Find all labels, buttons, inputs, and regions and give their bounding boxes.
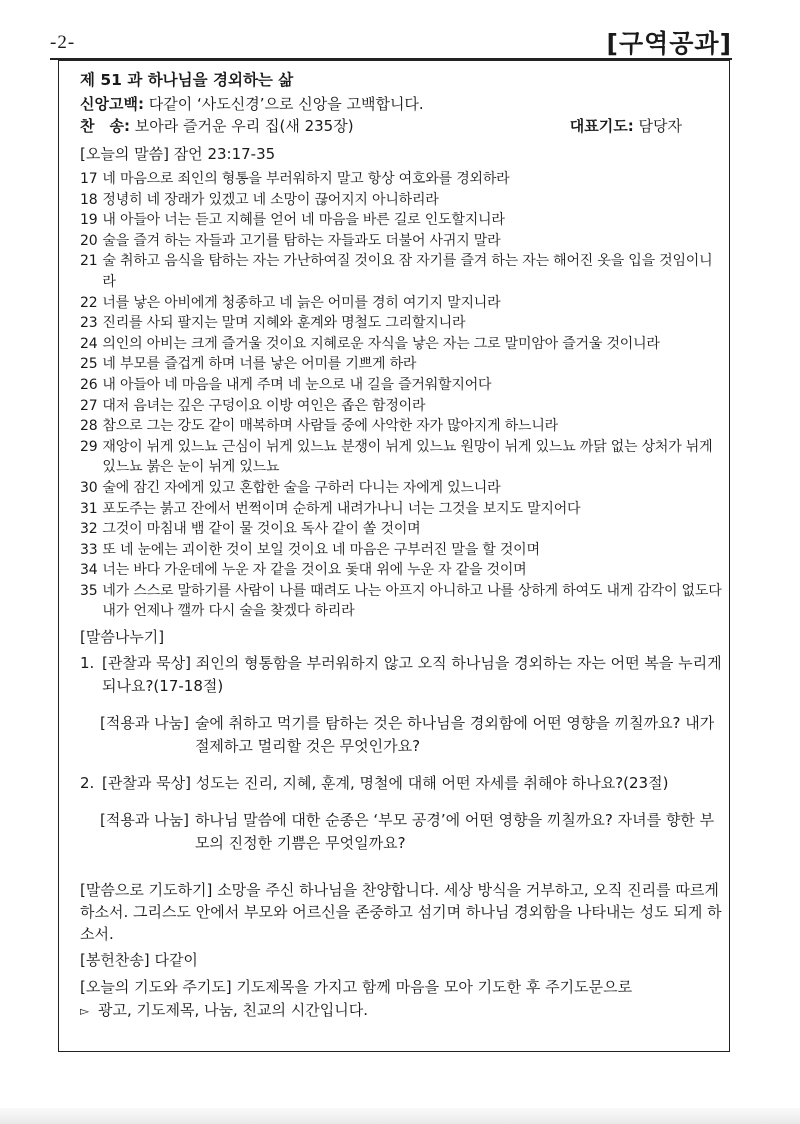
verse-number: 17: [80, 171, 98, 187]
verse-item: [80, 231, 722, 252]
verse-number: 31: [80, 500, 98, 517]
section-label: [구역공과]: [606, 29, 732, 58]
question-number: 1.: [80, 654, 95, 673]
verse-text: 또 네 눈에는 괴이한 것이 보일 것이요 네 마음은 구부러진 말을 할 것이며: [102, 541, 540, 558]
offering-label: [봉헌찬송]: [80, 951, 150, 970]
verse-number: 30: [80, 479, 98, 496]
lesson-content: [80, 70, 722, 1023]
verse-number: 29: [80, 438, 98, 455]
verse-item: [80, 375, 722, 396]
scripture-heading: [오늘의 말씀] 잠언 23:17-35: [80, 145, 276, 163]
sharing-heading: [말씀나누기]: [80, 628, 165, 647]
verse-item: [80, 190, 722, 211]
verse-number: 33: [80, 541, 98, 558]
application-text: 술에 취하고 먹기를 탐하는 것은 하나님을 경외함에 어떤 영향을 끼칠까요? 내가 절제하고 멀리할 것은 무엇인가요?: [194, 714, 715, 756]
verse-text: 대저 음녀는 깊은 구덩이요 이방 여인은 좁은 함정이라: [102, 397, 426, 414]
verse-text: 참으로 그는 강도 같이 매복하며 사람들 중에 사악한 자가 많아지게 하느니라: [102, 418, 558, 435]
announcement: [80, 999, 722, 1023]
verse-text: 재앙이 뉘게 있느뇨 근심이 뉘게 있느뇨 분쟁이 뉘게 있느뇨 원망이 뉘게 있느뇨 까닭 없는 상처가 뉘게 있느뇨 붉은 눈이 뉘게 있느뇨: [102, 438, 713, 476]
verse-number: 27: [80, 397, 98, 414]
triangle-marker-icon: ▻: [80, 1004, 90, 1019]
verse-number: 18: [80, 191, 98, 208]
verse-text: 포도주는 붉고 잔에서 번쩍이며 순하게 내려가나니 너는 그것을 보지도 말지어다: [102, 500, 581, 517]
verse-number: 22: [80, 294, 98, 311]
application-label: [적용과 나눔]: [100, 714, 189, 733]
verse-item: [80, 169, 722, 190]
application-text: 하나님 말씀에 대한 순종은 ‘부모 공경’에 어떤 영향을 끼칠까요? 자녀를 향한 부모의 진정한 기쁨은 무엇일까요?: [194, 811, 715, 853]
verse-number: 21: [80, 253, 98, 270]
verse-item: [80, 437, 722, 478]
verse-text: 네가 스스로 말하기를 사람이 나를 때려도 나는 아프지 아니하고 나를 상하게 하여도 내게 감각이 없도다 내가 언제나 깰까 다시 술을 찾겠다 하리라: [102, 582, 722, 620]
verse-text: 술을 즐겨 하는 자들과 고기를 탐하는 자들과도 더불어 사귀지 말라: [102, 232, 501, 249]
verse-text: 네 부모를 즐겁게 하며 너를 낳은 어미를 기쁘게 하라: [102, 356, 417, 373]
verse-text: 의인의 아비는 크게 즐거울 것이요 지혜로운 자식을 낳은 자는 그로 말미암아 즐거울 것이니라: [102, 335, 660, 352]
application-label: [적용과 나눔]: [100, 811, 189, 830]
verse-text: 술 취하고 음식을 탐하는 자는 가난하여질 것이요 잠 자기를 즐겨 하는 자는 해어진 옷을 입을 것임이니라: [102, 253, 713, 290]
verse-item: [80, 519, 722, 540]
offering-text: 다같이: [154, 951, 198, 970]
creed-text: 다같이 ‘사도신경’으로 신앙을 고백합니다.: [148, 95, 424, 113]
verse-text: 술에 잠긴 자에게 있고 혼합한 술을 구하러 다니는 자에게 있느니라: [102, 479, 501, 496]
lesson-title: 제 51 과 하나님을 경외하는 삶: [80, 71, 294, 89]
hymn-label: 찬 송:: [80, 117, 130, 135]
hymn-text: 보아라 즐거운 우리 집(새 235장): [134, 117, 354, 135]
verse-number: 19: [80, 212, 98, 229]
verse-number: 32: [80, 521, 98, 538]
question-text: 성도는 진리, 지혜, 훈계, 명철에 대해 어떤 자세를 취해야 하나요?(23절): [195, 774, 669, 793]
observation-label: [관찰과 묵상]: [102, 654, 191, 673]
verse-item: [80, 478, 722, 499]
verse-list: [80, 169, 722, 622]
verse-text: 너를 낳은 아비에게 청종하고 네 늙은 어미를 경히 여기지 말지니라: [102, 294, 501, 311]
word-prayer-label: [말씀으로 기도하기]: [80, 881, 213, 900]
question-2: [80, 772, 722, 855]
verse-item: [80, 313, 722, 334]
word-prayer-text: 소망을 주신 하나님을 찬양합니다. 세상 방식을 거부하고, 오직 진리를 따르게 하소서. 그리스도 안에서 부모와 어르신을 존중하고 섬기며 하나님 경외함을 나타내는 성도 되게 하소서.: [80, 881, 722, 944]
question-1: [80, 652, 722, 758]
verse-item: [80, 396, 722, 417]
verse-item: [80, 581, 722, 622]
offering-hymn: [80, 949, 722, 972]
creed-label: 신앙고백:: [80, 95, 144, 113]
verse-item: [80, 354, 722, 375]
announcement-text: 광고, 기도제목, 나눔, 친교의 시간입니다.: [98, 1001, 369, 1020]
verse-number: 34: [80, 562, 98, 579]
verse-item: [80, 416, 722, 437]
verse-text: 진리를 사되 팔지는 말며 지혜와 훈계와 명철도 그리할지니라: [102, 315, 466, 332]
verse-number: 26: [80, 376, 98, 393]
verse-number: 24: [80, 335, 98, 352]
verse-item: [80, 560, 722, 581]
question-text: 죄인의 형통함을 부러워하지 않고 오직 하나님을 경외하는 자는 어떤 복을 누리게 되나요?(17-18절): [102, 654, 722, 696]
verse-number: 25: [80, 356, 98, 373]
verse-item: [80, 293, 722, 314]
verse-text: 너는 바다 가운데에 누운 자 같을 것이요 돛대 위에 누운 자 같을 것이며: [102, 562, 527, 579]
scan-edge: [0, 1108, 800, 1124]
closing-label: [오늘의 기도와 주기도]: [80, 978, 232, 997]
rep-prayer-text: 담당자: [638, 117, 682, 135]
verse-text: 네 마음으로 죄인의 형통을 부러워하지 말고 항상 여호와를 경외하라: [102, 171, 510, 187]
verse-item: [80, 499, 722, 520]
closing-text: 기도제목을 가지고 함께 마음을 모아 기도한 후 주기도문으로: [236, 978, 633, 997]
verse-item: [80, 540, 722, 561]
verse-item: [80, 251, 722, 292]
verse-number: 20: [80, 232, 98, 249]
verse-text: 내 아들아 너는 듣고 지혜를 얻어 네 마음을 바른 길로 인도할지니라: [102, 212, 505, 229]
verse-item: [80, 210, 722, 231]
verse-text: 내 아들아 네 마음을 내게 주며 네 눈으로 내 길을 즐거워할지어다: [102, 376, 492, 393]
verse-number: 28: [80, 418, 98, 435]
word-prayer: [80, 879, 722, 945]
page-number: -2-: [50, 32, 76, 53]
rep-prayer-label: 대표기도:: [569, 117, 634, 135]
question-number: 2.: [80, 774, 95, 793]
verse-text: 그것이 마침내 뱀 같이 물 것이요 독사 같이 쏠 것이며: [102, 521, 421, 538]
verse-number: 35: [80, 582, 98, 599]
verse-item: [80, 334, 722, 355]
creed-line: [80, 93, 722, 115]
verse-text: 정녕히 네 장래가 있겠고 네 소망이 끊어지지 아니하리라: [102, 191, 439, 208]
verse-number: 23: [80, 315, 98, 332]
closing-prayer: [80, 976, 722, 999]
observation-label: [관찰과 묵상]: [102, 774, 191, 793]
hymn-line: [80, 115, 722, 137]
